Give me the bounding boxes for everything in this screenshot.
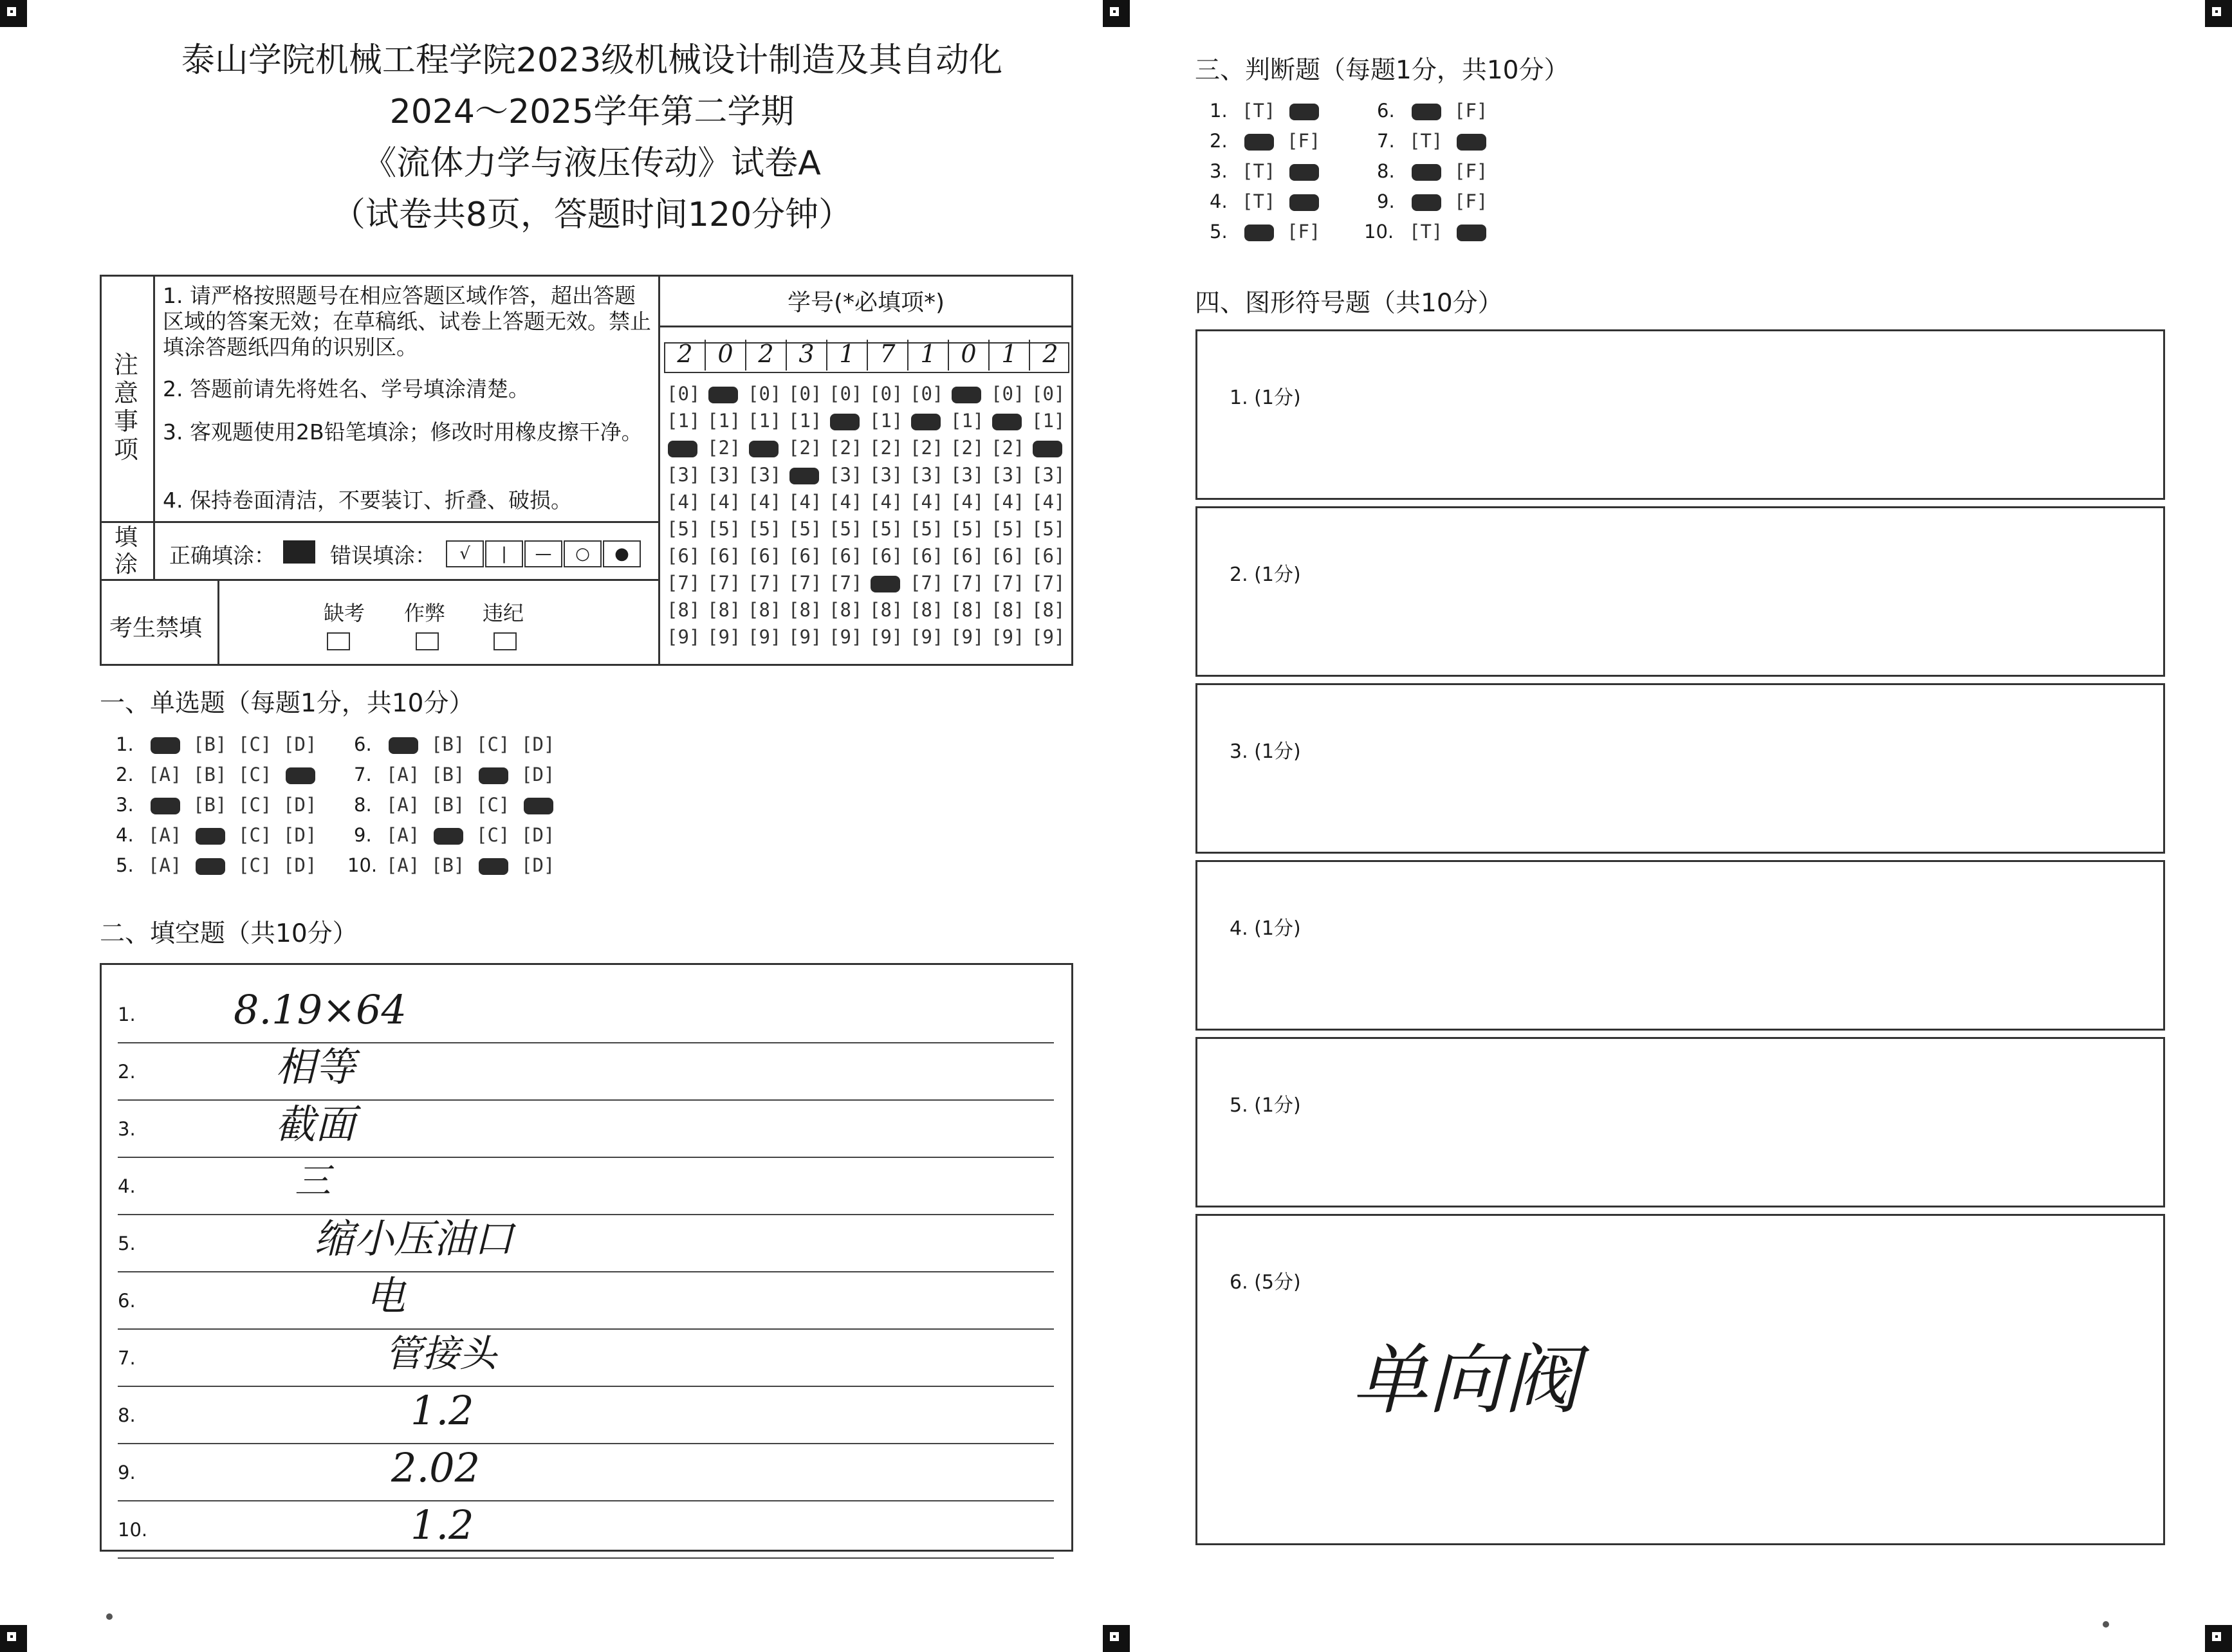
symbol-answer-box[interactable]: [1195, 860, 2165, 1031]
student-id-bubble[interactable]: [2]: [910, 437, 944, 459]
fill-blank-answer[interactable]: 管接头: [385, 1332, 497, 1375]
true-false-number: 4.: [1210, 190, 1228, 212]
student-id-bubble-filled[interactable]: [668, 441, 697, 457]
student-id-bubble[interactable]: [5]: [910, 518, 944, 540]
symbol-question-label: 1. (1分): [1230, 387, 1301, 409]
single-choice-bubble-filled[interactable]: [196, 828, 225, 845]
corner-marker-top-center: [1103, 0, 1130, 27]
student-id-bubble[interactable]: [4]: [707, 491, 741, 513]
student-id-bubble[interactable]: [6]: [1031, 545, 1065, 567]
student-id-bubble[interactable]: [8]: [748, 599, 782, 621]
fill-blank-answer[interactable]: 1.2: [410, 1387, 474, 1434]
single-choice-bubble[interactable]: [B]: [193, 794, 227, 816]
student-id-bubble[interactable]: [2]: [788, 437, 822, 459]
symbol-answer-box[interactable]: [1195, 329, 2165, 500]
forbid-checkbox-absent[interactable]: [327, 632, 350, 650]
correct-fill-label: 正确填涂：: [169, 543, 275, 568]
student-id-bubble[interactable]: [8]: [829, 599, 863, 621]
student-id-bubble[interactable]: [3]: [991, 464, 1025, 486]
student-id-bubble[interactable]: [7]: [788, 572, 822, 594]
wrong-sample-dash: —: [524, 540, 562, 567]
single-choice-bubble-filled[interactable]: [196, 858, 225, 875]
student-id-written-digit: 1: [827, 340, 868, 371]
single-choice-bubble[interactable]: [D]: [283, 733, 317, 755]
student-id-bubble[interactable]: [1]: [748, 410, 782, 432]
symbol-answer-box[interactable]: [1195, 1214, 2165, 1545]
student-id-bubble[interactable]: [2]: [950, 437, 984, 459]
single-choice-bubble[interactable]: [A]: [386, 854, 420, 876]
true-false-bubble[interactable]: [T]: [1409, 221, 1443, 243]
fill-blank-answer[interactable]: 2.02: [391, 1444, 481, 1491]
student-id-bubble[interactable]: [1]: [707, 410, 741, 432]
student-id-bubble[interactable]: [0]: [748, 383, 782, 405]
student-id-bubble[interactable]: [2]: [869, 437, 903, 459]
single-choice-number: 8.: [354, 794, 372, 816]
symbol-question-label: 2. (1分): [1230, 564, 1301, 586]
symbol-question-label: 5. (1分): [1230, 1094, 1301, 1117]
student-id-bubble[interactable]: [2]: [829, 437, 863, 459]
fill-blank-number: 3.: [118, 1118, 136, 1140]
corner-marker-top-right: [2205, 0, 2232, 27]
header-line-3: 《流体力学与液压传动》试卷A: [363, 144, 821, 183]
fill-blank-answer[interactable]: 截面: [275, 1101, 356, 1148]
student-id-bubble[interactable]: [4]: [748, 491, 782, 513]
true-false-number: 7.: [1377, 130, 1395, 152]
wrong-sample-dot: ●: [603, 540, 641, 567]
true-false-bubble-filled[interactable]: [1289, 164, 1319, 181]
student-id-bubble[interactable]: [4]: [910, 491, 944, 513]
student-id-bubble-filled[interactable]: [789, 468, 819, 484]
symbol-answer-text[interactable]: 单向阀: [1352, 1335, 1580, 1424]
single-choice-bubble[interactable]: [A]: [386, 764, 420, 785]
true-false-number: 3.: [1210, 160, 1228, 182]
single-choice-bubble[interactable]: [A]: [148, 764, 182, 785]
single-choice-bubble-filled[interactable]: [389, 737, 418, 754]
true-false-bubble-filled[interactable]: [1244, 225, 1274, 241]
student-id-bubble[interactable]: [3]: [707, 464, 741, 486]
student-id-bubble[interactable]: [3]: [950, 464, 984, 486]
notice-item-4: 4. 保持卷面清洁，不要装订、折叠、破损。: [163, 488, 572, 513]
student-id-bubble[interactable]: [6]: [910, 545, 944, 567]
student-id-written-digit: 2: [665, 340, 706, 371]
single-choice-bubble[interactable]: [C]: [238, 854, 272, 876]
student-id-bubble[interactable]: [4]: [869, 491, 903, 513]
student-id-written-row: [664, 342, 1069, 373]
fill-blank-answer[interactable]: 缩小压油口: [314, 1215, 514, 1262]
student-id-bubble[interactable]: [7]: [950, 572, 984, 594]
student-id-written-digit: 0: [949, 340, 990, 371]
single-choice-number: 9.: [354, 824, 372, 846]
single-choice-bubble[interactable]: [B]: [431, 764, 465, 785]
true-false-bubble[interactable]: [T]: [1242, 160, 1276, 182]
wrong-sample-circle: ○: [564, 540, 602, 567]
single-choice-bubble[interactable]: [C]: [476, 733, 510, 755]
single-choice-bubble[interactable]: [C]: [238, 733, 272, 755]
student-id-bubble[interactable]: [9]: [707, 626, 741, 648]
student-id-bubble[interactable]: [9]: [910, 626, 944, 648]
fill-blank-number: 6.: [118, 1290, 136, 1312]
fill-blank-answer[interactable]: 相等: [275, 1043, 356, 1090]
student-id-bubble[interactable]: [0]: [829, 383, 863, 405]
fill-blank-box: [100, 963, 1073, 1552]
student-id-bubble[interactable]: [7]: [707, 572, 741, 594]
fill-blank-answer[interactable]: 1.2: [410, 1501, 474, 1548]
student-id-bubble[interactable]: [6]: [869, 545, 903, 567]
symbol-answer-box[interactable]: [1195, 506, 2165, 677]
single-choice-bubble[interactable]: [B]: [431, 794, 465, 816]
student-id-bubble[interactable]: [9]: [667, 626, 701, 648]
single-choice-number: 7.: [354, 764, 372, 785]
single-choice-bubble-filled[interactable]: [524, 798, 553, 814]
single-choice-number: 3.: [116, 794, 134, 816]
section4-title: 四、图形符号题（共10分）: [1195, 289, 1503, 318]
student-id-bubble[interactable]: [7]: [748, 572, 782, 594]
fill-blank-number: 10.: [118, 1519, 148, 1541]
student-id-bubble[interactable]: [6]: [707, 545, 741, 567]
single-choice-bubble-filled[interactable]: [479, 767, 508, 784]
symbol-question-label: 4. (1分): [1230, 917, 1301, 940]
student-id-bubble[interactable]: [4]: [788, 491, 822, 513]
student-id-bubble[interactable]: [1]: [667, 410, 701, 432]
student-id-bubble[interactable]: [7]: [829, 572, 863, 594]
notice-table: [100, 275, 1073, 666]
fill-blank-number: 2.: [118, 1061, 136, 1083]
wrong-fill-label: 错误填涂：: [330, 543, 436, 568]
symbol-answer-box[interactable]: [1195, 683, 2165, 854]
forbid-option-cheat: 作弊: [404, 601, 446, 625]
true-false-bubble[interactable]: [F]: [1454, 160, 1488, 182]
fill-blank-number: 7.: [118, 1347, 136, 1369]
student-id-bubble[interactable]: [7]: [1031, 572, 1065, 594]
corner-marker-bottom-right: [2205, 1625, 2232, 1652]
fill-blank-answer[interactable]: 三: [295, 1161, 331, 1202]
fill-blank-line: [118, 1328, 1054, 1330]
section1-title: 一、单选题（每题1分，共10分）: [100, 689, 474, 718]
notice-item-3: 3. 客观题使用2B铅笔填涂；修改时用橡皮擦干净。: [163, 419, 643, 445]
student-id-bubble-filled[interactable]: [992, 414, 1022, 430]
student-id-written-digit: 1: [908, 340, 949, 371]
student-id-bubble[interactable]: [2]: [991, 437, 1025, 459]
single-choice-bubble[interactable]: [D]: [521, 854, 555, 876]
student-id-bubble[interactable]: [6]: [829, 545, 863, 567]
notice-label: 注意事项: [113, 351, 138, 464]
fill-blank-number: 1.: [118, 1004, 136, 1025]
true-false-bubble[interactable]: [T]: [1409, 130, 1443, 152]
true-false-bubble-filled[interactable]: [1244, 134, 1274, 151]
student-id-bubble[interactable]: [7]: [991, 572, 1025, 594]
single-choice-bubble-filled[interactable]: [151, 737, 180, 754]
true-false-number: 9.: [1377, 190, 1395, 212]
student-id-bubble[interactable]: [3]: [1031, 464, 1065, 486]
fill-blank-number: 9.: [118, 1462, 136, 1483]
student-id-bubble[interactable]: [1]: [869, 410, 903, 432]
student-id-bubble[interactable]: [1]: [950, 410, 984, 432]
student-id-bubble[interactable]: [9]: [1031, 626, 1065, 648]
student-id-bubble[interactable]: [6]: [667, 545, 701, 567]
true-false-number: 2.: [1210, 130, 1228, 152]
corner-marker-top-left: [0, 0, 27, 27]
corner-marker-bottom-center: [1103, 1625, 1130, 1652]
student-id-bubble[interactable]: [4]: [950, 491, 984, 513]
student-id-bubble[interactable]: [3]: [667, 464, 701, 486]
forbid-option-discipline: 违纪: [483, 601, 524, 625]
single-choice-number: 5.: [116, 854, 134, 876]
fill-blank-line: [118, 1214, 1054, 1215]
forbid-checkbox-discipline[interactable]: [493, 632, 517, 650]
student-id-bubble[interactable]: [9]: [788, 626, 822, 648]
student-id-bubble[interactable]: [8]: [1031, 599, 1065, 621]
single-choice-bubble[interactable]: [D]: [521, 764, 555, 785]
student-id-bubble[interactable]: [5]: [950, 518, 984, 540]
student-id-bubble[interactable]: [5]: [1031, 518, 1065, 540]
symbol-answer-box[interactable]: [1195, 1037, 2165, 1207]
single-choice-grid: [116, 733, 566, 888]
student-id-bubble[interactable]: [3]: [829, 464, 863, 486]
student-id-bubble[interactable]: [6]: [748, 545, 782, 567]
fill-blank-line: [118, 1500, 1054, 1501]
true-false-number: 5.: [1210, 221, 1228, 243]
fill-blank-line: [118, 1157, 1054, 1158]
true-false-grid: [1210, 100, 1570, 254]
student-id-bubble[interactable]: [8]: [991, 599, 1025, 621]
student-id-label: 学号(*必填项*): [787, 289, 945, 316]
single-choice-bubble[interactable]: [D]: [283, 794, 317, 816]
single-choice-bubble-filled[interactable]: [479, 858, 508, 875]
student-id-bubble[interactable]: [0]: [991, 383, 1025, 405]
student-id-bubble-filled[interactable]: [830, 414, 860, 430]
true-false-bubble-filled[interactable]: [1412, 164, 1441, 181]
student-id-bubble[interactable]: [8]: [869, 599, 903, 621]
student-id-bubble[interactable]: [0]: [910, 383, 944, 405]
correct-fill-sample: [283, 540, 315, 564]
student-id-bubble[interactable]: [3]: [910, 464, 944, 486]
true-false-bubble[interactable]: [F]: [1287, 221, 1321, 243]
student-id-bubble-filled[interactable]: [911, 414, 941, 430]
single-choice-bubble[interactable]: [B]: [193, 733, 227, 755]
fill-blank-line: [118, 1443, 1054, 1444]
single-choice-bubble[interactable]: [A]: [148, 824, 182, 846]
fill-blank-line: [118, 1386, 1054, 1387]
student-id-bubble[interactable]: [7]: [910, 572, 944, 594]
true-false-bubble[interactable]: [F]: [1454, 190, 1488, 212]
student-id-bubble[interactable]: [8]: [667, 599, 701, 621]
scan-speck: [2103, 1621, 2109, 1628]
fill-blank-answer[interactable]: 8.19×64: [234, 986, 407, 1033]
fill-label: 填涂: [114, 524, 138, 578]
forbid-checkbox-cheat[interactable]: [416, 632, 439, 650]
section3-title: 三、判断题（每题1分，共10分）: [1195, 56, 1569, 85]
header-line-1: 泰山学院机械工程学院2023级机械设计制造及其自动化: [181, 41, 1003, 80]
student-id-bubble[interactable]: [0]: [667, 383, 701, 405]
symbol-question-label: 3. (1分): [1230, 740, 1301, 763]
notice-item-1: 1. 请严格按照题号在相应答题区域作答，超出答题区域的答案无效；在草稿纸、试卷上答题无效。禁止填涂答题纸四角的识别区。: [163, 283, 651, 360]
header-line-4: （试卷共8页，答题时间120分钟）: [331, 196, 853, 234]
wrong-sample-check: √: [446, 540, 484, 567]
student-id-bubble[interactable]: [8]: [910, 599, 944, 621]
fill-blank-line: [118, 1042, 1054, 1043]
student-id-bubble[interactable]: [2]: [707, 437, 741, 459]
student-id-bubble[interactable]: [3]: [748, 464, 782, 486]
single-choice-number: 1.: [116, 733, 134, 755]
student-id-bubble-filled[interactable]: [952, 387, 981, 403]
student-id-bubble[interactable]: [0]: [1031, 383, 1065, 405]
single-choice-number: 4.: [116, 824, 134, 846]
student-id-bubble[interactable]: [5]: [707, 518, 741, 540]
student-id-bubble[interactable]: [4]: [667, 491, 701, 513]
single-choice-bubble[interactable]: [B]: [193, 764, 227, 785]
student-id-written-digit: 3: [787, 340, 827, 371]
scan-speck: [106, 1613, 113, 1620]
student-id-bubble[interactable]: [9]: [748, 626, 782, 648]
single-choice-bubble[interactable]: [C]: [476, 824, 510, 846]
student-id-written-digit: 2: [746, 340, 787, 371]
student-id-bubble[interactable]: [5]: [748, 518, 782, 540]
student-id-written-digit: 2: [1042, 340, 1058, 368]
fill-blank-line: [118, 1099, 1054, 1101]
student-id-written-digit: 0: [706, 340, 746, 371]
single-choice-bubble-filled[interactable]: [434, 828, 463, 845]
single-choice-bubble[interactable]: [C]: [476, 794, 510, 816]
single-choice-number: 6.: [354, 733, 372, 755]
student-id-bubble[interactable]: [9]: [950, 626, 984, 648]
true-false-number: 6.: [1377, 100, 1395, 122]
student-id-bubble-filled[interactable]: [749, 441, 779, 457]
fill-blank-line: [118, 1557, 1054, 1559]
fill-blank-number: 4.: [118, 1175, 136, 1197]
single-choice-bubble[interactable]: [B]: [431, 854, 465, 876]
student-id-bubble-grid: [664, 383, 1069, 659]
true-false-number: 8.: [1377, 160, 1395, 182]
student-id-bubble[interactable]: [6]: [788, 545, 822, 567]
true-false-bubble[interactable]: [F]: [1454, 100, 1488, 122]
student-id-bubble[interactable]: [9]: [869, 626, 903, 648]
student-id-bubble[interactable]: [4]: [991, 491, 1025, 513]
true-false-bubble-filled[interactable]: [1289, 104, 1319, 120]
single-choice-bubble[interactable]: [C]: [238, 764, 272, 785]
student-id-bubble-filled[interactable]: [871, 576, 900, 592]
student-id-bubble[interactable]: [5]: [667, 518, 701, 540]
student-id-bubble[interactable]: [5]: [829, 518, 863, 540]
single-choice-bubble[interactable]: [C]: [238, 824, 272, 846]
student-id-bubble[interactable]: [6]: [991, 545, 1025, 567]
student-id-bubble[interactable]: [1]: [788, 410, 822, 432]
single-choice-bubble[interactable]: [D]: [283, 854, 317, 876]
student-id-bubble[interactable]: [8]: [950, 599, 984, 621]
true-false-number: 10.: [1364, 221, 1394, 243]
student-id-written-digit: 1: [990, 340, 1030, 371]
true-false-bubble-filled[interactable]: [1457, 134, 1486, 151]
fill-blank-line: [118, 1271, 1054, 1272]
student-id-bubble[interactable]: [0]: [869, 383, 903, 405]
single-choice-bubble[interactable]: [A]: [148, 854, 182, 876]
true-false-bubble-filled[interactable]: [1412, 104, 1441, 120]
student-id-bubble[interactable]: [9]: [991, 626, 1025, 648]
wrong-sample-bar: |: [485, 540, 523, 567]
student-id-bubble[interactable]: [7]: [667, 572, 701, 594]
true-false-bubble[interactable]: [T]: [1242, 190, 1276, 212]
single-choice-bubble[interactable]: [D]: [521, 824, 555, 846]
single-choice-bubble[interactable]: [D]: [283, 824, 317, 846]
student-id-bubble[interactable]: [3]: [869, 464, 903, 486]
single-choice-bubble-filled[interactable]: [286, 767, 315, 784]
single-choice-number: 10.: [347, 854, 378, 876]
single-choice-bubble[interactable]: [B]: [431, 733, 465, 755]
single-choice-number: 2.: [116, 764, 134, 785]
true-false-bubble-filled[interactable]: [1289, 194, 1319, 211]
student-id-bubble[interactable]: [1]: [1031, 410, 1065, 432]
single-choice-bubble[interactable]: [A]: [386, 794, 420, 816]
fill-blank-number: 8.: [118, 1404, 136, 1426]
single-choice-bubble-filled[interactable]: [151, 798, 180, 814]
single-choice-bubble[interactable]: [C]: [238, 794, 272, 816]
true-false-bubble-filled[interactable]: [1457, 225, 1486, 241]
student-id-bubble[interactable]: [8]: [707, 599, 741, 621]
corner-marker-bottom-left: [0, 1625, 27, 1652]
fill-blank-answer[interactable]: 电: [365, 1272, 406, 1319]
student-id-bubble-filled[interactable]: [708, 387, 738, 403]
forbid-option-absent: 缺考: [324, 601, 365, 625]
single-choice-bubble[interactable]: [A]: [386, 824, 420, 846]
student-id-bubble[interactable]: [6]: [950, 545, 984, 567]
true-false-bubble[interactable]: [T]: [1242, 100, 1276, 122]
true-false-number: 1.: [1210, 100, 1228, 122]
student-id-bubble[interactable]: [5]: [788, 518, 822, 540]
single-choice-bubble[interactable]: [D]: [521, 733, 555, 755]
true-false-bubble[interactable]: [F]: [1287, 130, 1321, 152]
student-id-bubble[interactable]: [8]: [788, 599, 822, 621]
student-id-bubble[interactable]: [4]: [1031, 491, 1065, 513]
section2-title: 二、填空题（共10分）: [100, 919, 358, 948]
forbid-label: 考生禁填: [109, 615, 203, 641]
notice-item-2: 2. 答题前请先将姓名、学号填涂清楚。: [163, 376, 530, 401]
fill-blank-number: 5.: [118, 1233, 136, 1254]
student-id-bubble[interactable]: [5]: [869, 518, 903, 540]
student-id-bubble[interactable]: [0]: [788, 383, 822, 405]
student-id-bubble-filled[interactable]: [1033, 441, 1062, 457]
student-id-bubble[interactable]: [9]: [829, 626, 863, 648]
true-false-bubble-filled[interactable]: [1412, 194, 1441, 211]
student-id-bubble[interactable]: [4]: [829, 491, 863, 513]
student-id-bubble[interactable]: [5]: [991, 518, 1025, 540]
header-line-2: 2024～2025学年第二学期: [389, 93, 795, 131]
student-id-written-digit: 7: [868, 340, 908, 371]
symbol-question-label: 6. (5分): [1230, 1271, 1301, 1294]
